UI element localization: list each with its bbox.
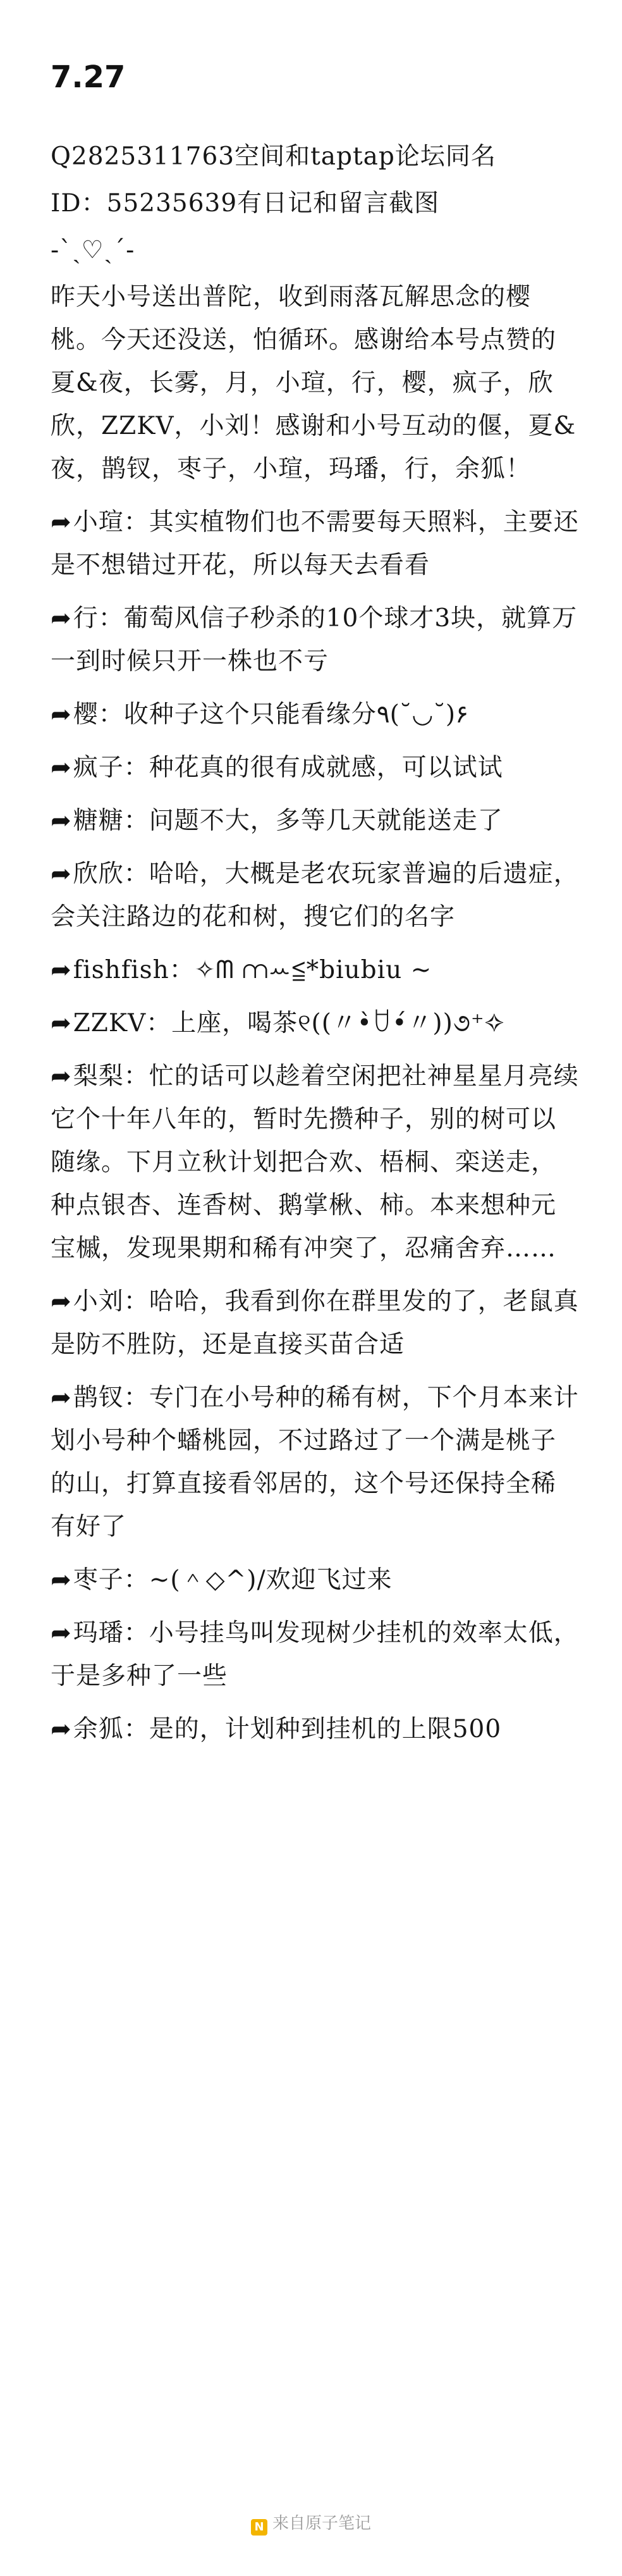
reply-arrow-icon: ➦ bbox=[51, 508, 72, 536]
reply-item bbox=[51, 1377, 579, 1549]
reply-text: 枣子：~(＾◇^)/欢迎飞过来 bbox=[73, 1566, 393, 1594]
app-footer bbox=[0, 2510, 622, 2536]
reply-arrow-icon: ➦ bbox=[51, 1384, 72, 1412]
app-logo-icon: N bbox=[251, 2519, 267, 2536]
reply-text: 余狐：是的，计划种到挂机的上限500 bbox=[73, 1715, 502, 1743]
page-title: 7.27 bbox=[51, 59, 126, 95]
footer-source-text: 来自原子笔记 bbox=[272, 2514, 371, 2533]
reply-item bbox=[51, 1612, 579, 1698]
reply-arrow-icon: ➦ bbox=[51, 807, 72, 835]
reply-item bbox=[51, 949, 579, 992]
main-paragraph: 昨天小号送出普陀，收到雨落瓦解思念的樱桃。今天还没送，怕循环。感谢给本号点赞的夏&夜，长雾，月，小瑄，行，樱，疯子，欣欣，ZZKV，小刘！感谢和小号互动的偃，夏&夜，鹊钗，枣子，小瑄，玛璠，行，余狐！ bbox=[51, 283, 576, 483]
reply-text: 欣欣：哈哈，大概是老农玩家普遍的后遗症，会关注路边的花和树，搜它们的名字 bbox=[51, 860, 579, 931]
intro-line-qq: Q2825311763空间和taptap论坛同名 bbox=[51, 142, 496, 171]
reply-text: 梨梨：忙的话可以趁着空闲把社神星星月亮续它个十年八年的，暂时先攒种子，别的树可以随缘。下月立秋计划把合欢、梧桐、栾送走，种点银杏、连香树、鹅掌楸、柿。本来想种元宝槭，发现果期和稀有冲突了，忍痛舍弃…… bbox=[51, 1062, 579, 1263]
reply-text: ZZKV：上座，喝茶୧((〃•̀ꇴ•́〃))૭⁺✧ bbox=[73, 1009, 505, 1037]
reply-arrow-icon: ➦ bbox=[51, 604, 72, 633]
reply-text: 玛璠：小号挂鸟叫发现树少挂机的效率太低，于是多种了一些 bbox=[51, 1619, 579, 1690]
reply-arrow-icon: ➦ bbox=[51, 753, 72, 782]
reply-arrow-icon: ➦ bbox=[51, 1566, 72, 1594]
reply-arrow-icon: ➦ bbox=[51, 700, 72, 729]
reply-item bbox=[51, 1559, 579, 1602]
reply-text: fishfish：✧ᗰ ⩋ꕀ≦*biubiu ~ bbox=[73, 956, 432, 984]
reply-text: 糖糖：问题不大，多等几天就能送走了 bbox=[73, 807, 503, 835]
reply-text: 鹊钗：专门在小号种的稀有树，下个月本来计划小号种个蟠桃园，不过路过了一个满是桃子的山，打算直接看邻居的，这个号还保持全稀有好了 bbox=[51, 1384, 579, 1541]
reply-item bbox=[51, 1002, 579, 1045]
reply-arrow-icon: ➦ bbox=[51, 860, 72, 888]
reply-item bbox=[51, 501, 579, 587]
reply-item bbox=[51, 800, 579, 843]
reply-text: 疯子：种花真的很有成就感，可以试试 bbox=[73, 753, 503, 782]
reply-item bbox=[51, 853, 579, 939]
reply-arrow-icon: ➦ bbox=[51, 1062, 72, 1091]
reply-arrow-icon: ➦ bbox=[51, 1287, 72, 1316]
reply-text: 行：葡萄风信子秒杀的10个球才3块，就算万一到时候只开一株也不亏 bbox=[51, 604, 578, 676]
reply-item bbox=[51, 597, 579, 683]
reply-text: 小刘：哈哈，我看到你在群里发的了，老鼠真是防不胜防，还是直接买苗合适 bbox=[51, 1287, 579, 1359]
intro-line-id: ID：55235639有日记和留言截图 bbox=[51, 189, 440, 218]
reply-text: 小瑄：其实植物们也不需要每天照料，主要还是不想错过开花，所以每天去看看 bbox=[51, 508, 579, 579]
reply-item bbox=[51, 1708, 579, 1751]
note-body bbox=[51, 135, 579, 1751]
intro-line-decoration: -ˋˏ♡ˎˊ- bbox=[51, 236, 135, 264]
reply-text: 樱：收种子这个只能看缘分٩(˘◡˘)۶ bbox=[73, 700, 469, 729]
reply-arrow-icon: ➦ bbox=[51, 1619, 72, 1647]
reply-arrow-icon: ➦ bbox=[51, 1715, 72, 1743]
reply-item bbox=[51, 746, 579, 790]
reply-item bbox=[51, 1055, 579, 1270]
reply-item bbox=[51, 1280, 579, 1366]
reply-arrow-icon: ➦ bbox=[51, 956, 72, 984]
reply-arrow-icon: ➦ bbox=[51, 1009, 72, 1037]
reply-item bbox=[51, 693, 579, 736]
